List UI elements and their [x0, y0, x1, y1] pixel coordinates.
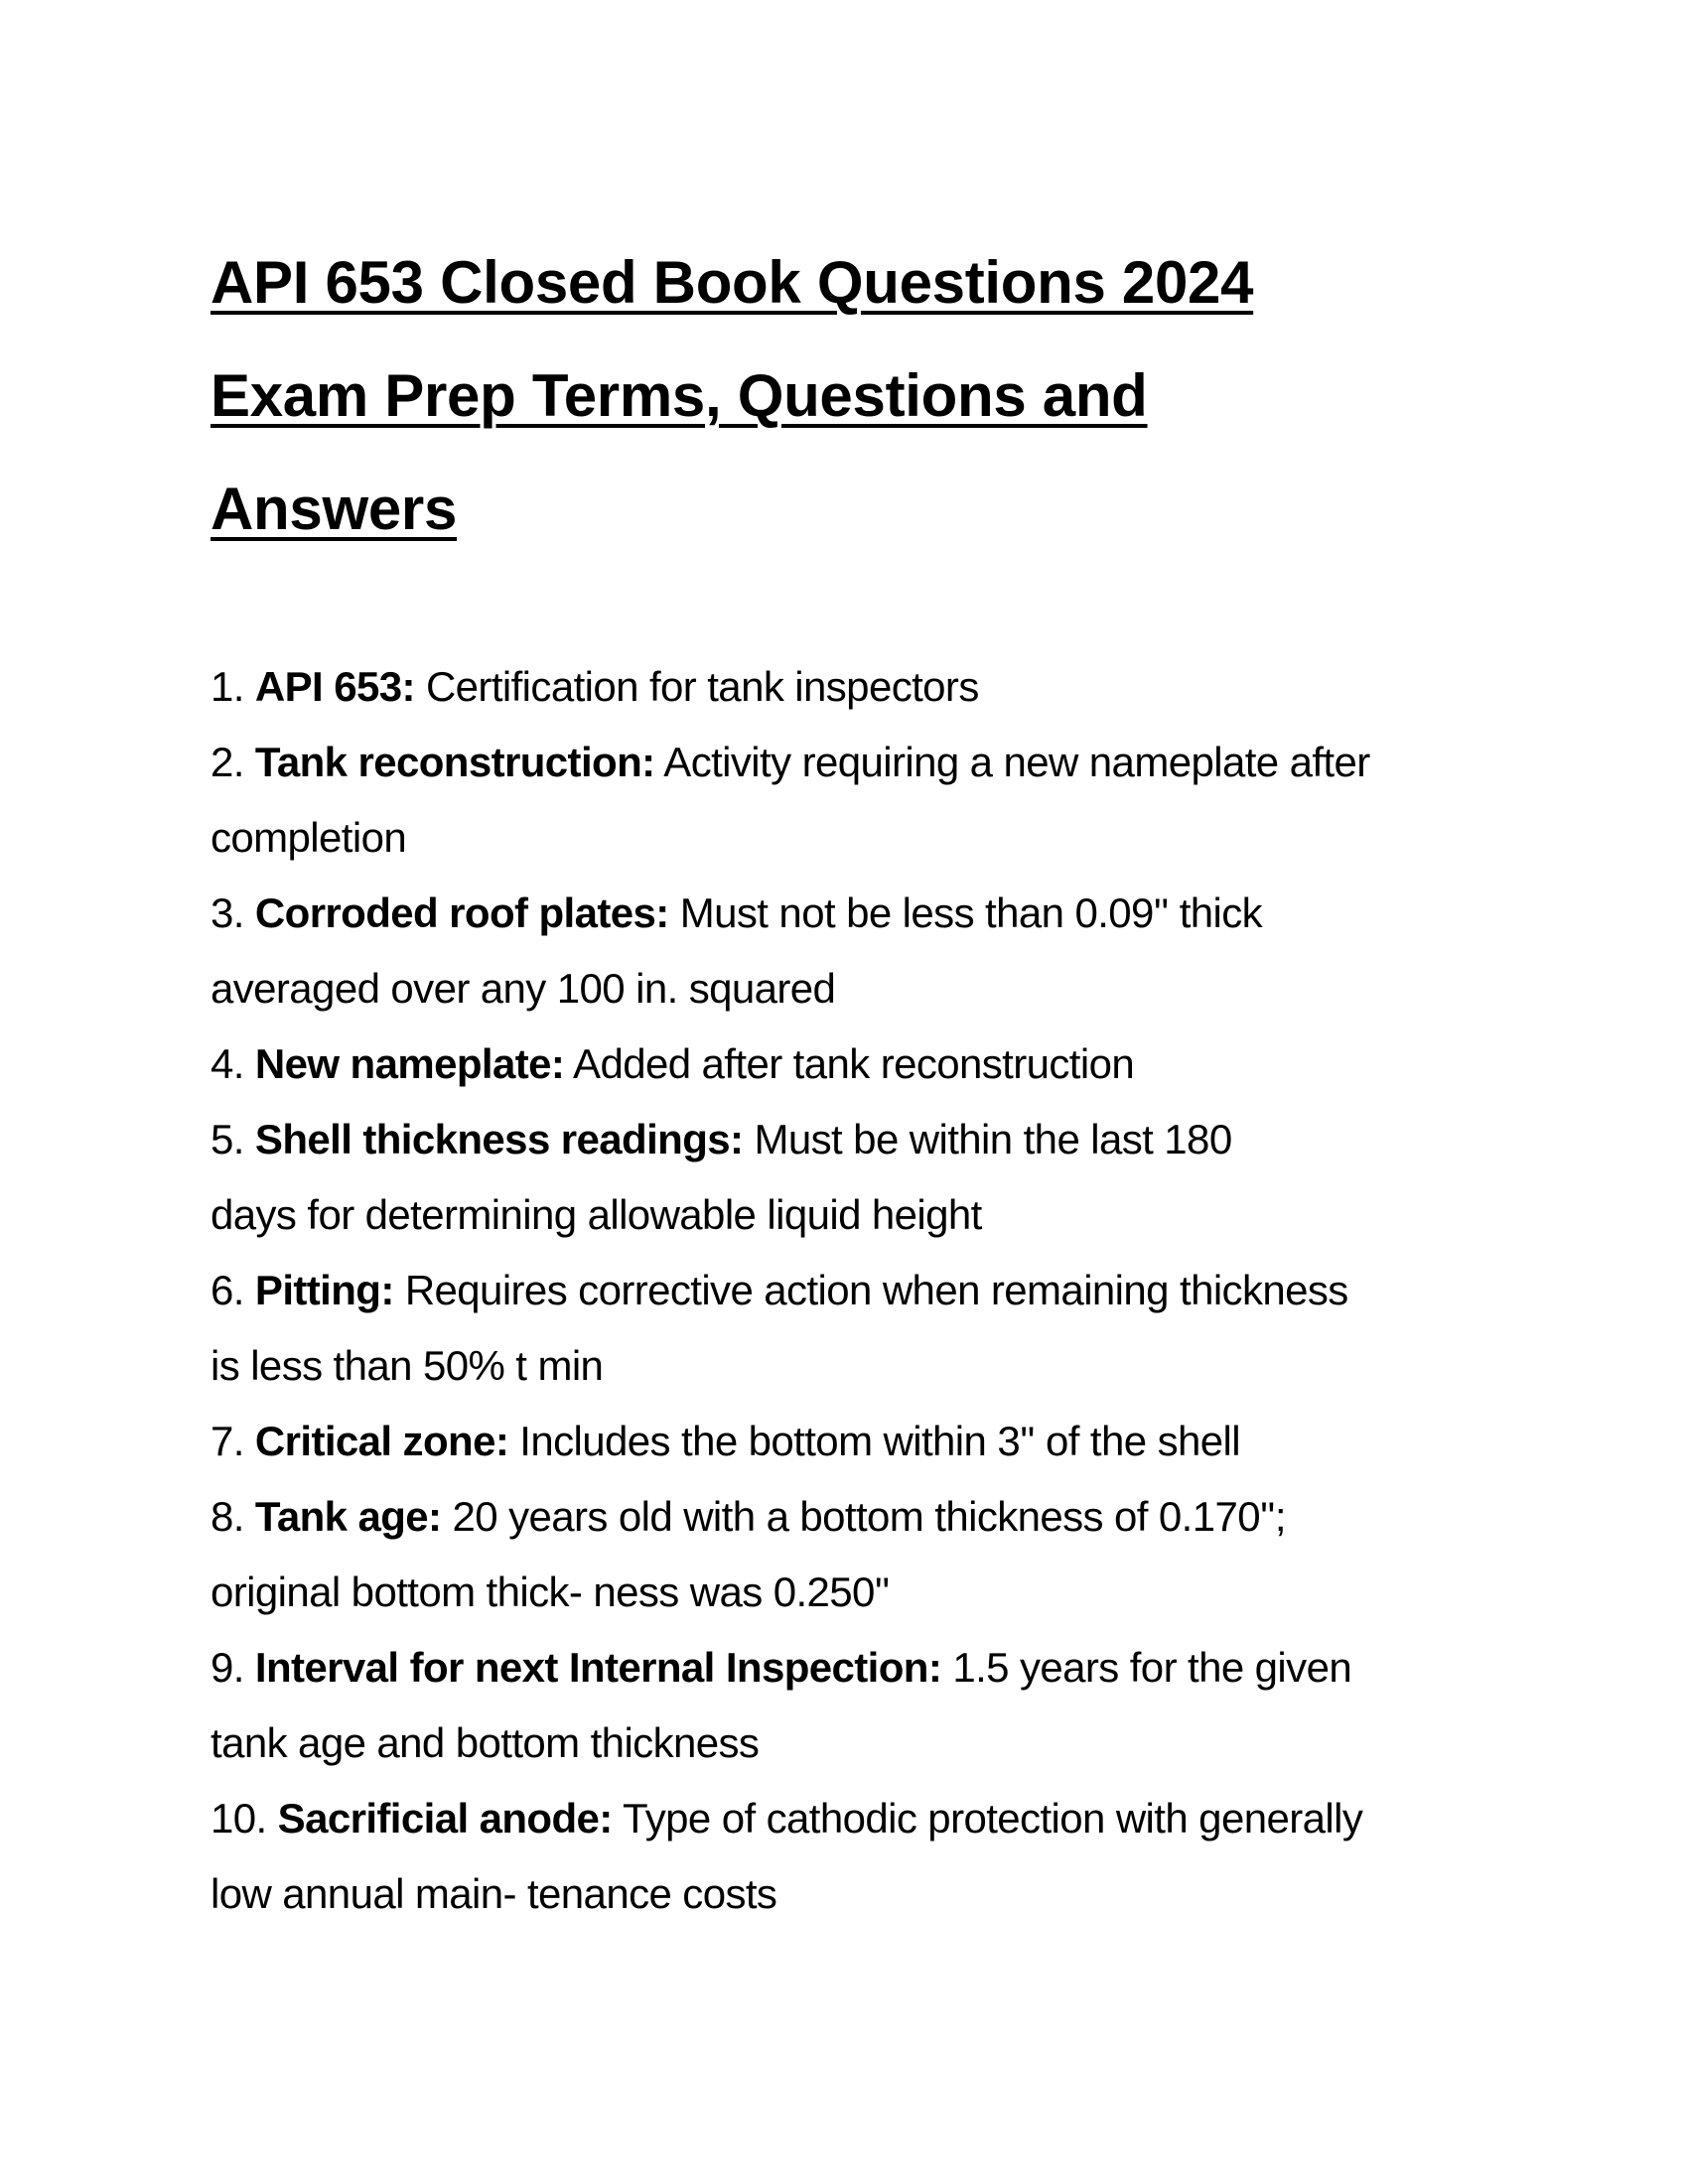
item-definition: days for determining allowable liquid height: [211, 1191, 982, 1238]
item-term: API 653:: [254, 663, 415, 710]
item-number: 10.: [211, 1795, 267, 1842]
title-line: Exam Prep Terms, Questions and: [211, 362, 1148, 429]
list-item-line: [211, 1328, 1370, 1404]
item-term: Shell thickness readings:: [254, 1116, 744, 1162]
list-item-line: [211, 1102, 1370, 1177]
item-definition: Requires corrective action when remaining thickness: [404, 1267, 1348, 1313]
list-item-line: [211, 1706, 1370, 1781]
item-number: 6.: [211, 1267, 244, 1313]
item-number: 9.: [211, 1644, 244, 1691]
list-item-line: [211, 1404, 1370, 1479]
item-term: Sacrificial anode:: [277, 1795, 613, 1842]
item-number: 7.: [211, 1418, 244, 1464]
qa-list: [211, 649, 1370, 1932]
item-definition: averaged over any 100 in. squared: [211, 965, 836, 1012]
item-number: 2.: [211, 739, 244, 785]
item-number: 8.: [211, 1493, 244, 1540]
list-item-line: [211, 1555, 1370, 1630]
item-number: 1.: [211, 663, 244, 710]
item-definition: Activity requiring a new nameplate after: [663, 739, 1370, 785]
item-term: Critical zone:: [254, 1418, 509, 1464]
list-item-line: [211, 725, 1370, 800]
item-term: Tank reconstruction:: [254, 739, 655, 785]
title-line: API 653 Closed Book Questions 2024: [211, 249, 1254, 316]
list-item-line: [211, 951, 1370, 1026]
item-definition: is less than 50% t min: [211, 1342, 604, 1389]
list-item-line: [211, 1479, 1370, 1555]
list-item-line: [211, 800, 1370, 876]
item-definition: low annual main- tenance costs: [211, 1870, 777, 1917]
item-term: Corroded roof plates:: [254, 889, 669, 936]
item-number: 4.: [211, 1040, 244, 1087]
list-item-line: [211, 876, 1370, 951]
item-definition: Must be within the last 180: [754, 1116, 1232, 1162]
item-number: 5.: [211, 1116, 244, 1162]
item-definition: completion: [211, 814, 407, 861]
list-item-line: [211, 1177, 1370, 1253]
item-definition: tank age and bottom thickness: [211, 1719, 760, 1766]
item-term: Tank age:: [254, 1493, 442, 1540]
item-definition: Added after tank reconstruction: [573, 1040, 1135, 1087]
list-item: [211, 725, 1370, 876]
list-item: [211, 649, 1370, 725]
item-term: Interval for next Internal Inspection:: [254, 1644, 942, 1691]
item-definition: Type of cathodic protection with generally: [622, 1795, 1363, 1842]
title-line: Answers: [211, 476, 458, 542]
list-item-line: [211, 1856, 1370, 1932]
item-definition: Includes the bottom within 3'' of the shell: [519, 1418, 1240, 1464]
item-term: Pitting:: [254, 1267, 394, 1313]
list-item: [211, 1479, 1370, 1630]
list-item-line: [211, 1781, 1370, 1856]
document-title: [211, 226, 1253, 566]
item-definition: 20 years old with a bottom thickness of 0.170'';: [452, 1493, 1286, 1540]
list-item-line: [211, 1630, 1370, 1706]
list-item: [211, 1102, 1370, 1253]
list-item: [211, 1404, 1370, 1479]
list-item: [211, 1630, 1370, 1781]
item-definition: Certification for tank inspectors: [425, 663, 979, 710]
list-item-line: [211, 649, 1370, 725]
item-definition: original bottom thick- ness was 0.250'': [211, 1569, 890, 1615]
item-definition: 1.5 years for the given: [952, 1644, 1352, 1691]
item-definition: Must not be less than 0.09'' thick: [679, 889, 1263, 936]
list-item: [211, 1781, 1370, 1932]
list-item-line: [211, 1026, 1370, 1102]
item-number: 3.: [211, 889, 244, 936]
list-item: [211, 1026, 1370, 1102]
list-item: [211, 1253, 1370, 1404]
list-item-line: [211, 1253, 1370, 1328]
item-term: New nameplate:: [254, 1040, 565, 1087]
list-item: [211, 876, 1370, 1026]
